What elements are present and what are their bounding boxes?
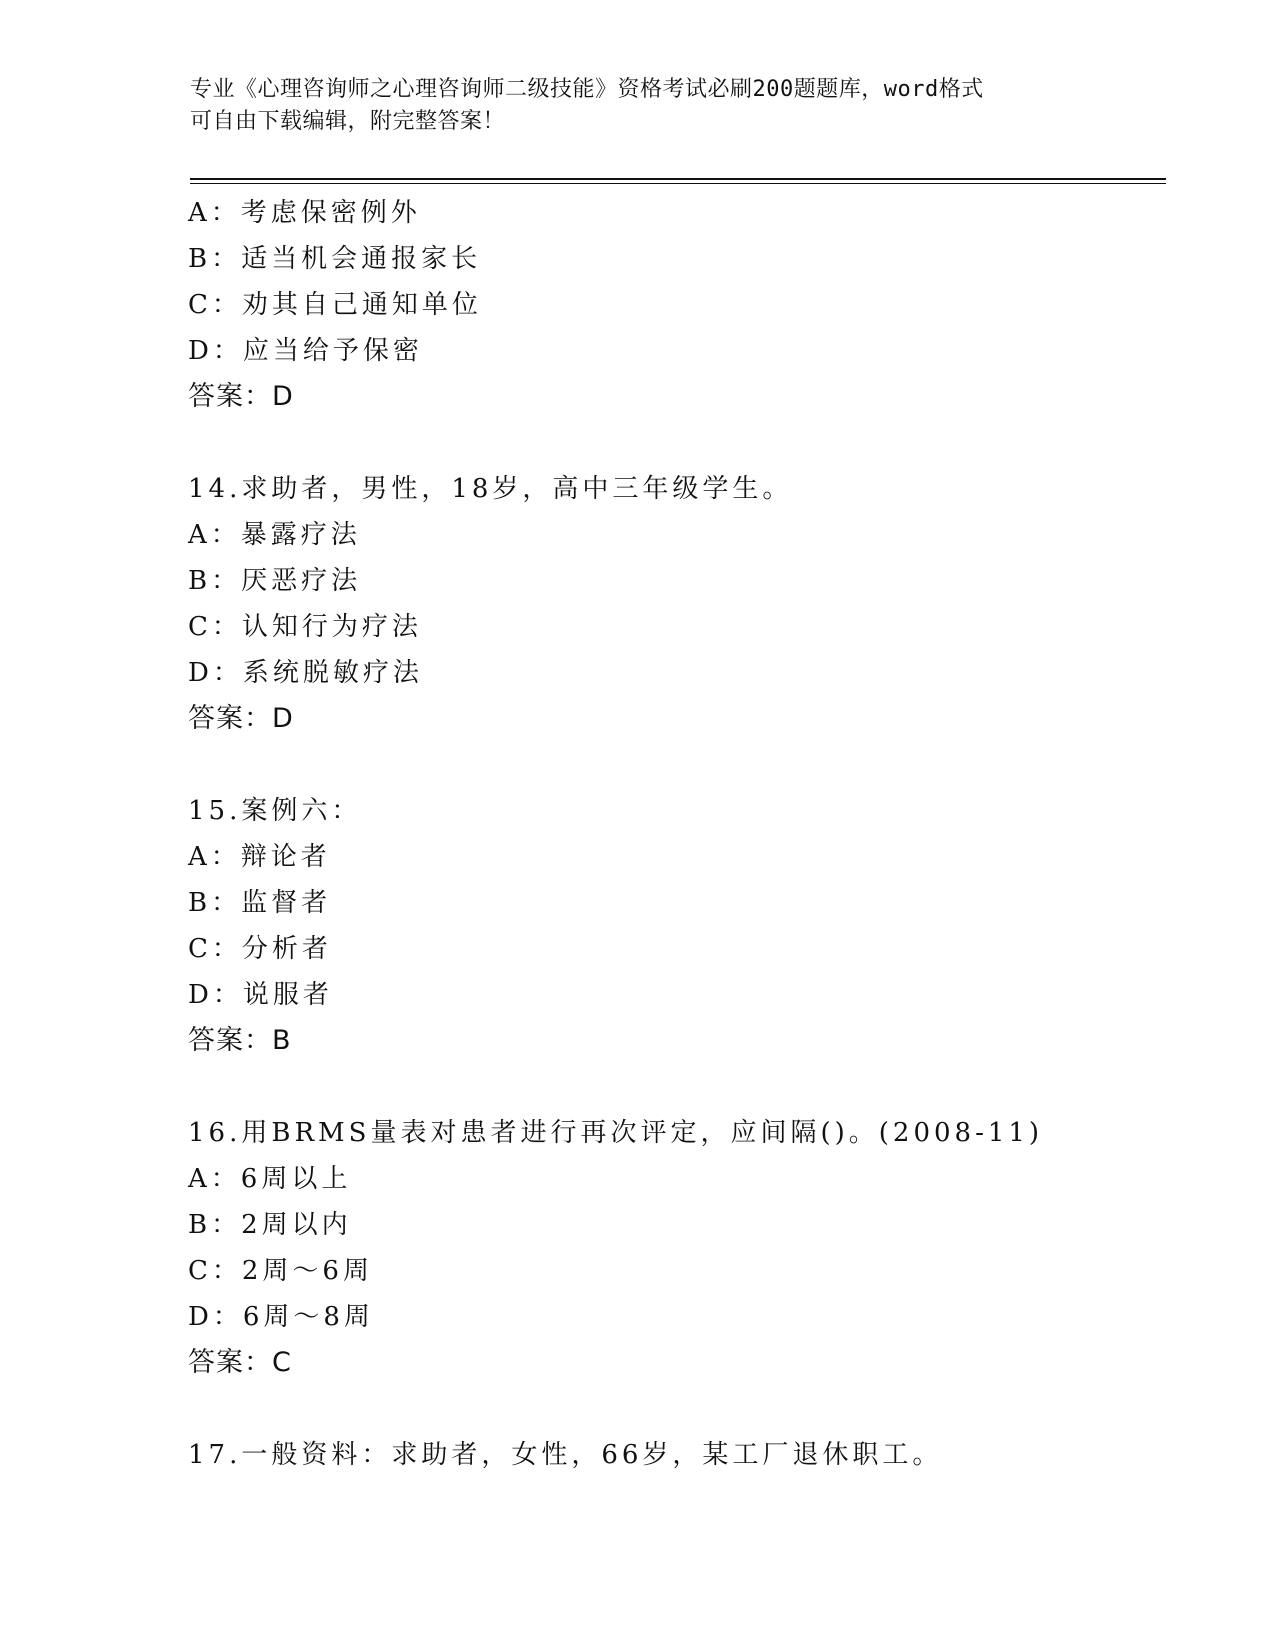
answer: 答案：D [188, 703, 294, 734]
question-17 [188, 1432, 1168, 1478]
option-a: A：辩论者 [188, 842, 331, 872]
option-b: B：厌恶疗法 [188, 566, 362, 596]
option-c: C：分析者 [188, 934, 332, 964]
option-c: C：劝其自己通知单位 [188, 290, 482, 320]
question-stem: 15.案例六： [188, 796, 362, 826]
header-rule-thick [190, 178, 1166, 180]
option-d: D：说服者 [188, 980, 333, 1010]
option-b: B：适当机会通报家长 [188, 244, 482, 274]
option-a: A：考虑保密例外 [188, 198, 421, 228]
option-a: A：6周以上 [188, 1164, 352, 1194]
question-stem: 17.一般资料：求助者，女性，66岁，某工厂退休职工。 [188, 1440, 943, 1470]
option-d: D：应当给予保密 [188, 336, 423, 366]
question-13 [188, 190, 1168, 420]
question-list [188, 190, 1168, 1478]
header-rule-thin [190, 183, 1166, 184]
question-stem: 14.求助者，男性，18岁，高中三年级学生。 [188, 474, 793, 504]
option-d: D：6周～8周 [188, 1302, 374, 1332]
question-14 [188, 466, 1168, 742]
option-c: C：认知行为疗法 [188, 612, 422, 642]
option-a: A：暴露疗法 [188, 520, 361, 550]
question-stem: 16.用BRMS量表对患者进行再次评定，应间隔()。(2008-11) [188, 1118, 1044, 1148]
document-header [190, 74, 1090, 138]
option-b: B：2周以内 [188, 1210, 352, 1240]
option-d: D：系统脱敏疗法 [188, 658, 423, 688]
answer: 答案：B [188, 1025, 292, 1056]
header-line-2: 可自由下载编辑，附完整答案！ [190, 109, 506, 134]
question-16 [188, 1110, 1168, 1386]
answer: 答案：C [188, 1347, 292, 1378]
question-15 [188, 788, 1168, 1064]
answer: 答案：D [188, 381, 294, 412]
option-c: C：2周～6周 [188, 1256, 373, 1286]
header-line-1: 专业《心理咨询师之心理咨询师二级技能》资格考试必刷200题题库，word格式 [190, 77, 984, 102]
option-b: B：监督者 [188, 888, 332, 918]
